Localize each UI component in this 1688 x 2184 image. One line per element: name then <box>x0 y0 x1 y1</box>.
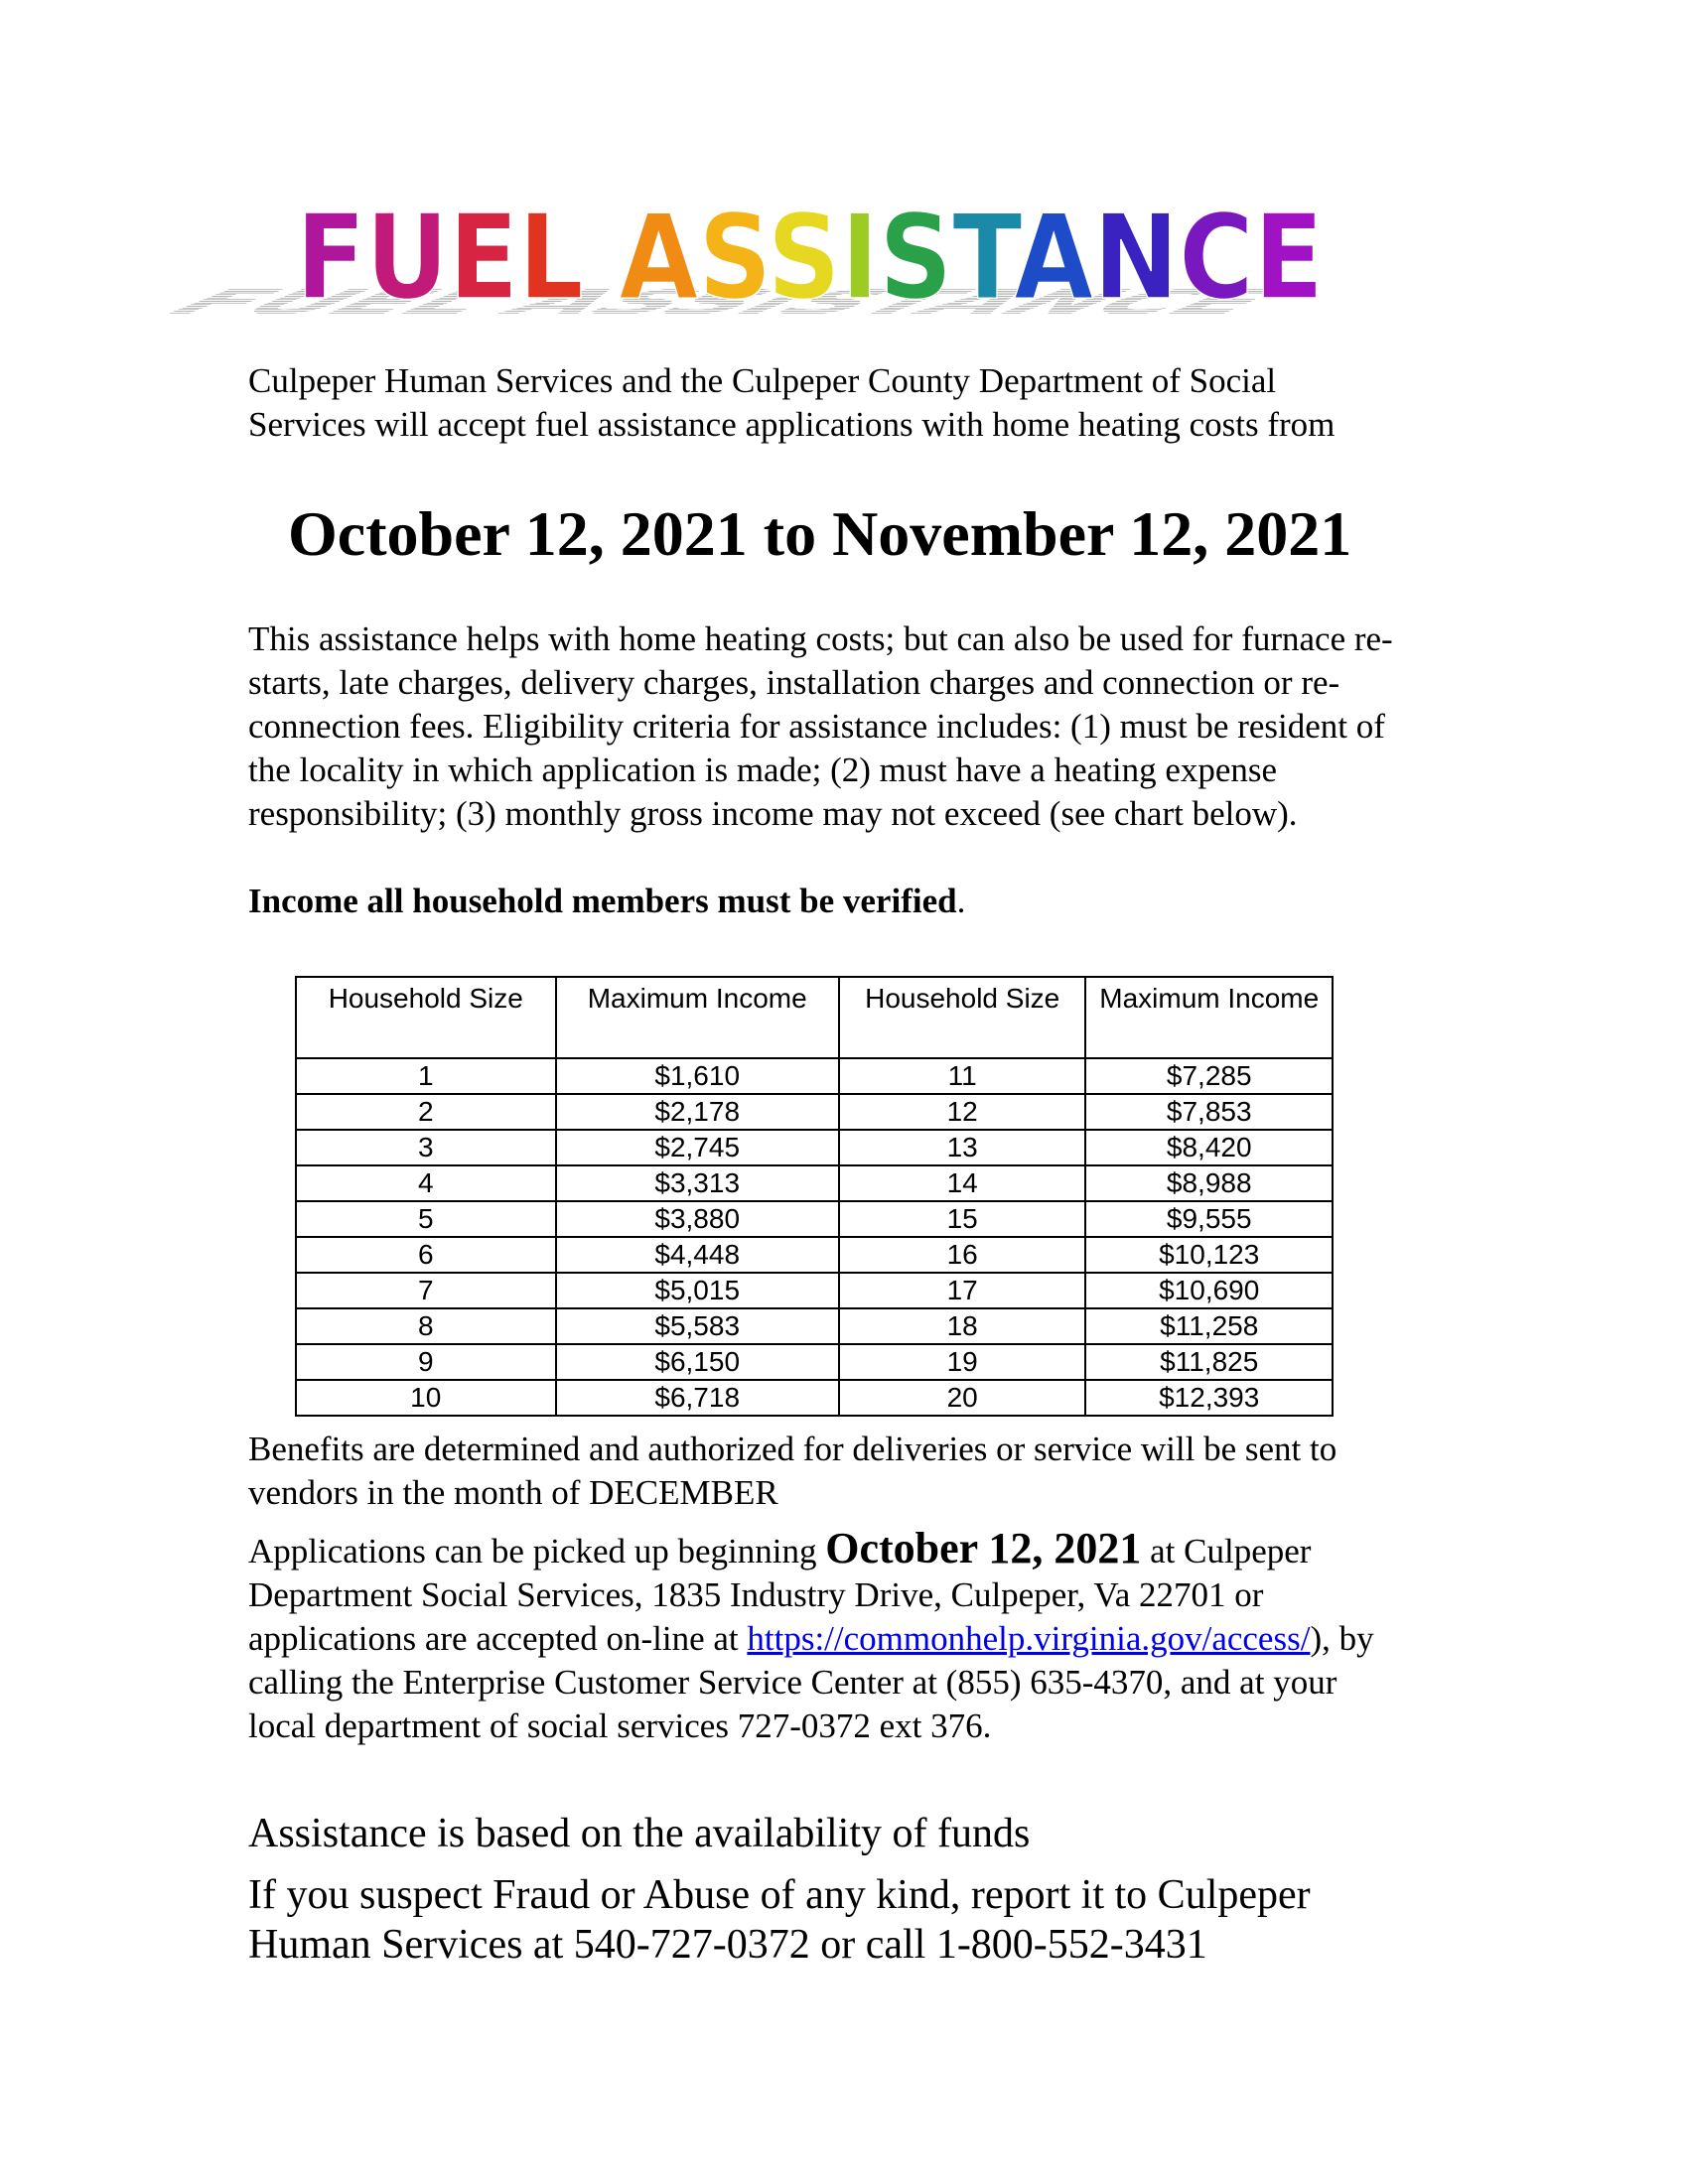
income-limits-table <box>295 976 1334 1417</box>
household-size-cell: 18 <box>839 1308 1086 1344</box>
household-size-cell: 11 <box>839 1058 1086 1094</box>
pickup-contact-text: ), by calling the Enterprise Customer Service Center at (855) 635-4370, and at your local department of social services 727-0372 ext 376. <box>248 1619 1374 1745</box>
logo-letter: S <box>698 189 777 326</box>
household-size-cell: 10 <box>296 1380 556 1416</box>
maximum-income-cell: $6,718 <box>556 1380 839 1416</box>
logo-shadow: FUEL ASSISTANCE <box>137 283 1434 323</box>
maximum-income-cell: $3,880 <box>556 1201 839 1237</box>
table-row <box>296 1273 1333 1308</box>
income-verification-period: . <box>956 882 966 920</box>
household-size-cell: 16 <box>839 1237 1086 1273</box>
household-size-cell: 12 <box>839 1094 1086 1130</box>
maximum-income-cell: $7,285 <box>1085 1058 1333 1094</box>
maximum-income-cell: $7,853 <box>1085 1094 1333 1130</box>
table-row <box>296 1380 1333 1416</box>
logo-letter: U <box>365 189 462 326</box>
household-size-cell: 6 <box>296 1237 556 1273</box>
maximum-income-cell: $11,258 <box>1085 1308 1333 1344</box>
commonhelp-link[interactable]: https://commonhelp.virginia.gov/access/ <box>747 1619 1311 1658</box>
maximum-income-cell: $8,988 <box>1085 1165 1333 1201</box>
eligibility-paragraph: This assistance helps with home heating costs; but can also be used for furnace re-starts, late charges, delivery charges, installation charges and connection or re-connection fees. Eligibility criteria for assistance includes: (1) must be resident of the locality in which application is made; (2) must have a heating expense responsibility; (3) monthly gross income may not exceed (see chart below). <box>248 619 1393 833</box>
maximum-income-cell: $5,583 <box>556 1308 839 1344</box>
table-row <box>296 1165 1333 1201</box>
income-table-body <box>296 1058 1333 1416</box>
household-size-cell: 15 <box>839 1201 1086 1237</box>
header-household-size: Household Size <box>296 977 556 1058</box>
table-row <box>296 1130 1333 1165</box>
household-size-cell: 20 <box>839 1380 1086 1416</box>
maximum-income-cell: $4,448 <box>556 1237 839 1273</box>
header-household-size: Household Size <box>839 977 1086 1058</box>
maximum-income-cell: $1,610 <box>556 1058 839 1094</box>
header-maximum-income: Maximum Income <box>1085 977 1333 1058</box>
household-size-cell: 9 <box>296 1344 556 1380</box>
household-size-cell: 5 <box>296 1201 556 1237</box>
logo-letter: I <box>840 189 885 326</box>
table-row <box>296 1237 1333 1273</box>
fuel-assistance-logo <box>137 189 1434 326</box>
maximum-income-cell: $11,825 <box>1085 1344 1333 1380</box>
pickup-lead-text: Applications can be picked up beginning <box>248 1532 826 1570</box>
household-size-cell: 7 <box>296 1273 556 1308</box>
income-verification-text: Income all household members must be verified <box>248 882 957 920</box>
logo-letter <box>584 189 620 326</box>
household-size-cell: 4 <box>296 1165 556 1201</box>
pickup-location-text: at Culpeper Department Social Services, 1835 Industry Drive, Culpeper, Va 22701 or applications are accepted on-line at <box>248 1532 1312 1658</box>
household-size-cell: 3 <box>296 1130 556 1165</box>
pickup-paragraph <box>248 1524 1400 1748</box>
maximum-income-cell: $10,690 <box>1085 1273 1333 1308</box>
maximum-income-cell: $6,150 <box>556 1344 839 1380</box>
maximum-income-cell: $12,393 <box>1085 1380 1333 1416</box>
maximum-income-cell: $5,015 <box>556 1273 839 1308</box>
pickup-start-date: October 12, 2021 <box>825 1524 1142 1572</box>
logo-letter: A <box>619 189 710 326</box>
logo-letter: A <box>1014 189 1105 326</box>
logo-letter: T <box>952 189 1024 326</box>
income-table-header-row <box>296 977 1333 1058</box>
maximum-income-cell: $8,420 <box>1085 1130 1333 1165</box>
header-maximum-income: Maximum Income <box>556 977 839 1058</box>
logo-letter: E <box>1253 189 1335 326</box>
household-size-cell: 8 <box>296 1308 556 1344</box>
application-date-range: October 12, 2021 to November 12, 2021 <box>288 498 1352 569</box>
maximum-income-cell: $10,123 <box>1085 1237 1333 1273</box>
income-verification-note <box>248 880 1400 923</box>
household-size-cell: 19 <box>839 1344 1086 1380</box>
maximum-income-cell: $2,178 <box>556 1094 839 1130</box>
logo-letter: F <box>296 189 376 326</box>
table-row <box>296 1058 1333 1094</box>
household-size-cell: 1 <box>296 1058 556 1094</box>
logo-text <box>296 189 1335 326</box>
household-size-cell: 14 <box>839 1165 1086 1201</box>
maximum-income-cell: $9,555 <box>1085 1201 1333 1237</box>
logo-letter: E <box>448 189 529 326</box>
maximum-income-cell: $3,313 <box>556 1165 839 1201</box>
household-size-cell: 2 <box>296 1094 556 1130</box>
funds-availability-note: Assistance is based on the availability of funds <box>248 1811 1031 1856</box>
benefits-paragraph: Benefits are determined and authorized for deliveries or service will be sent to vendors in the month of DECEMBER <box>248 1430 1337 1512</box>
fuel-assistance-wordart <box>137 189 1434 326</box>
household-size-cell: 13 <box>839 1130 1086 1165</box>
maximum-income-cell: $2,745 <box>556 1130 839 1165</box>
table-row <box>296 1201 1333 1237</box>
fraud-report-note: If you suspect Fraud or Abuse of any kind, report it to Culpeper Human Services at 540-727-0372 or call 1-800-552-3431 <box>248 1872 1311 1968</box>
logo-letter: L <box>518 189 594 326</box>
logo-letter: S <box>879 189 964 326</box>
logo-letter: S <box>767 189 852 326</box>
intro-paragraph: Culpeper Human Services and the Culpeper County Department of Social Services will accept fuel assistance applications with home heating costs from <box>248 361 1336 444</box>
logo-letter: N <box>1093 189 1192 326</box>
logo-letter: C <box>1179 189 1265 326</box>
household-size-cell: 17 <box>839 1273 1086 1308</box>
table-row <box>296 1094 1333 1130</box>
table-row <box>296 1308 1333 1344</box>
table-row <box>296 1344 1333 1380</box>
